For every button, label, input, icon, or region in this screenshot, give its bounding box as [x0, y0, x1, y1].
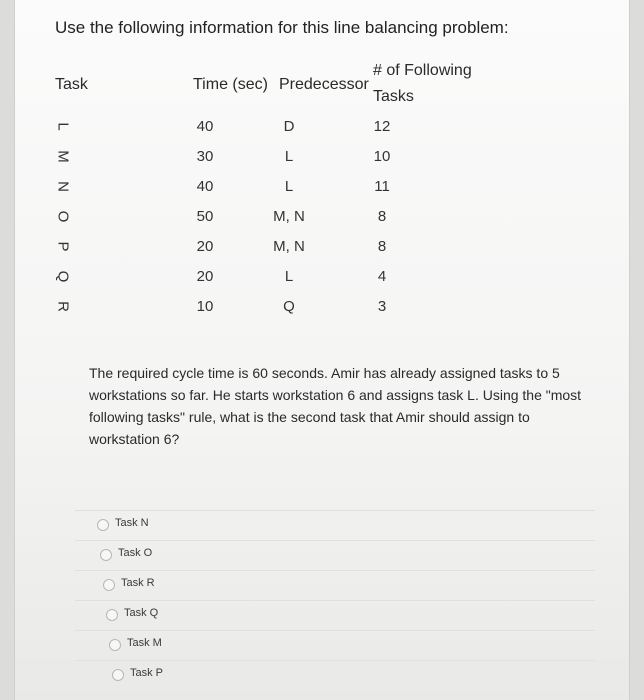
time-cell: 50: [196, 208, 214, 225]
time-cell: 10: [196, 298, 214, 315]
answer-option-label: Task R: [121, 577, 155, 589]
following-cell: 4: [377, 268, 387, 285]
answer-option-label: Task Q: [124, 607, 159, 619]
task-cell: O: [54, 210, 72, 223]
task-cell: Q: [54, 270, 72, 283]
following-cell: 10: [373, 148, 391, 165]
radio-button[interactable]: [100, 549, 112, 561]
following-cell: 3: [377, 298, 387, 315]
header-task: Task: [55, 76, 88, 93]
answer-option[interactable]: [75, 540, 595, 570]
answer-option[interactable]: [75, 600, 595, 630]
radio-button[interactable]: [109, 639, 121, 651]
following-cell: 12: [373, 118, 391, 135]
answer-option[interactable]: [75, 510, 595, 540]
radio-button[interactable]: [112, 669, 124, 681]
header-predecessor: Predecessor: [279, 76, 369, 93]
answer-options: [75, 510, 595, 700]
question-title: Use the following information for this line balancing problem:: [55, 18, 509, 37]
radio-button[interactable]: [106, 609, 118, 621]
time-cell: 40: [196, 178, 214, 195]
following-cell: 11: [374, 178, 390, 195]
predecessor-cell: D: [283, 118, 295, 135]
predecessor-cell: L: [284, 148, 294, 165]
answer-option-label: Task O: [118, 547, 153, 559]
task-cell: L: [54, 122, 72, 131]
predecessor-cell: M, N: [273, 238, 305, 255]
predecessor-cell: M, N: [273, 208, 305, 225]
header-time: Time (sec): [193, 76, 268, 93]
predecessor-cell: L: [284, 268, 294, 285]
following-cell: 8: [377, 208, 387, 225]
radio-button[interactable]: [103, 579, 115, 591]
answer-option-label: Task M: [127, 637, 162, 649]
problem-prompt: The required cycle time is 60 seconds. Amir has already assigned tasks to 5 workstations so far. He starts workstation 6 and assigns task L. Using the "most following tasks" rule, what is the second task that Amir should assign to workstation 6?: [89, 365, 582, 447]
time-cell: 20: [196, 268, 214, 285]
task-cell: N: [54, 181, 72, 192]
following-cell: 8: [377, 238, 387, 255]
task-cell: M: [54, 150, 72, 163]
radio-button[interactable]: [97, 519, 109, 531]
question-card: [14, 0, 630, 700]
time-cell: 30: [196, 148, 214, 165]
answer-option-label: Task N: [115, 517, 149, 529]
answer-option-label: Task P: [130, 667, 164, 679]
task-cell: P: [54, 241, 72, 252]
time-cell: 40: [196, 118, 214, 135]
task-cell: R: [54, 301, 72, 312]
answer-option[interactable]: [75, 630, 595, 660]
predecessor-cell: L: [284, 178, 294, 195]
predecessor-cell: Q: [283, 298, 295, 315]
answer-option[interactable]: [75, 660, 595, 690]
answer-option[interactable]: [75, 570, 595, 600]
header-following-line2: Tasks: [373, 88, 414, 105]
header-following-line1: # of Following: [373, 62, 472, 79]
time-cell: 20: [196, 238, 214, 255]
